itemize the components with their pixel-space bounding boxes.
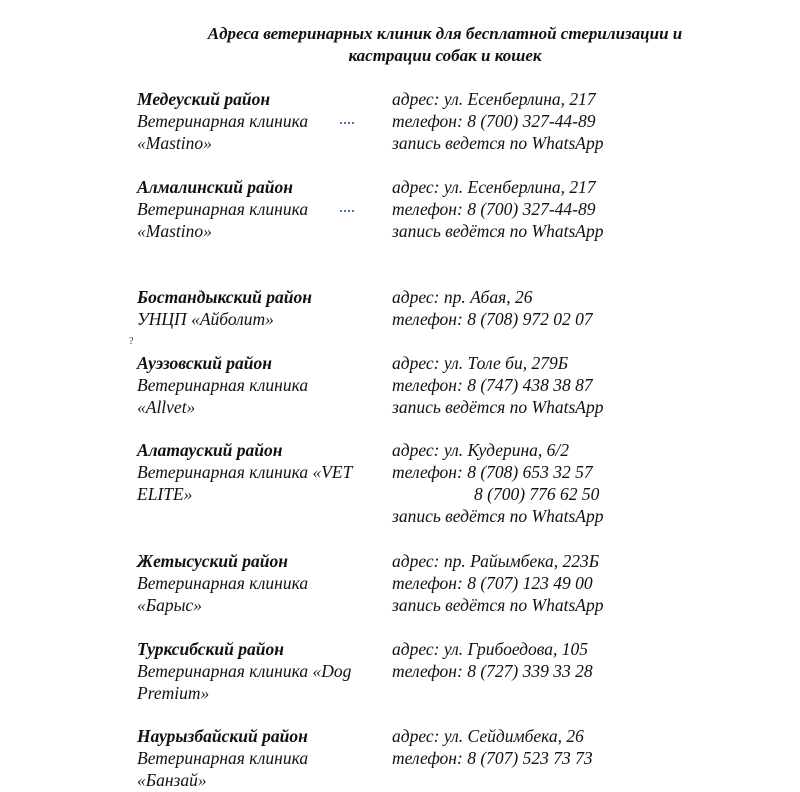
clinic-booking: запись ведется по WhatsApp xyxy=(392,133,604,153)
district-name: Бостандыкский район xyxy=(137,287,312,307)
clinic-address: адрес: ул. Есенберлина, 217 xyxy=(392,89,596,109)
spellcheck-squiggle xyxy=(340,118,354,124)
clinic-booking: запись ведётся по WhatsApp xyxy=(392,506,604,526)
clinic-name: «Mastino» xyxy=(137,221,212,241)
clinic-phone: телефон: 8 (707) 523 73 73 xyxy=(392,748,593,768)
clinic-booking: запись ведётся по WhatsApp xyxy=(392,221,604,241)
clinic-name: Ветеринарная клиника xyxy=(137,375,309,395)
clinic-phone: телефон: 8 (700) 327-44-89 xyxy=(392,111,596,131)
district-name: Жетысуский район xyxy=(137,551,288,571)
clinic-name: УНЦП «Айболит» xyxy=(137,309,274,329)
stray-mark: ? xyxy=(129,336,134,347)
clinic-address: адрес: пр. Райымбека, 223Б xyxy=(392,551,600,571)
document-title xyxy=(130,23,760,67)
title-line-2: кастрации собак и кошек xyxy=(348,46,542,65)
clinic-phone: телефон: 8 (747) 438 38 87 xyxy=(392,375,593,395)
clinic-address: адрес: ул. Кудерина, 6/2 xyxy=(392,440,569,460)
title-line-1: Адреса ветеринарных клиник для бесплатной стерилизации и xyxy=(207,24,683,43)
clinic-address: адрес: ул. Есенберлина, 217 xyxy=(392,177,596,197)
clinic-booking: запись ведётся по WhatsApp xyxy=(392,595,604,615)
clinic-name: Ветеринарная клиника xyxy=(137,199,309,219)
clinic-address: адрес: ул. Сейдимбека, 26 xyxy=(392,726,584,746)
district-name: Медеуский район xyxy=(137,89,271,109)
clinic-address: адрес: ул. Толе би, 279Б xyxy=(392,353,569,373)
clinic-phone: телефон: 8 (707) 123 49 00 xyxy=(392,573,593,593)
clinic-name: Premium» xyxy=(137,683,210,703)
clinic-phone-secondary: 8 (700) 776 62 50 xyxy=(474,484,600,504)
clinic-name: «Барыс» xyxy=(137,595,202,615)
clinic-booking: запись ведётся по WhatsApp xyxy=(392,397,604,417)
district-name: Турксибский район xyxy=(137,639,284,659)
district-name: Наурызбайский район xyxy=(137,726,308,746)
district-name: Алатауский район xyxy=(137,440,283,460)
clinic-name: «Mastino» xyxy=(137,133,212,153)
clinic-phone: телефон: 8 (708) 972 02 07 xyxy=(392,309,593,329)
clinic-address: адрес: пр. Абая, 26 xyxy=(392,287,533,307)
clinic-phone: телефон: 8 (708) 653 32 57 xyxy=(392,462,593,482)
clinic-name: Ветеринарная клиника xyxy=(137,748,309,768)
district-name: Ауэзовский район xyxy=(137,353,273,373)
clinic-phone: телефон: 8 (727) 339 33 28 xyxy=(392,661,593,681)
clinic-name: Ветеринарная клиника «VET xyxy=(137,462,353,482)
district-name: Алмалинский район xyxy=(137,177,293,197)
clinic-address: адрес: ул. Грибоедова, 105 xyxy=(392,639,588,659)
clinic-name: Ветеринарная клиника xyxy=(137,573,309,593)
spellcheck-squiggle xyxy=(340,206,354,212)
clinic-name: «Allvet» xyxy=(137,397,196,417)
clinic-phone: телефон: 8 (700) 327-44-89 xyxy=(392,199,596,219)
clinic-name: Ветеринарная клиника «Dog xyxy=(137,661,352,681)
clinic-name: «Банзай» xyxy=(137,770,207,790)
clinic-name: ELITE» xyxy=(137,484,193,504)
clinic-name: Ветеринарная клиника xyxy=(137,111,309,131)
